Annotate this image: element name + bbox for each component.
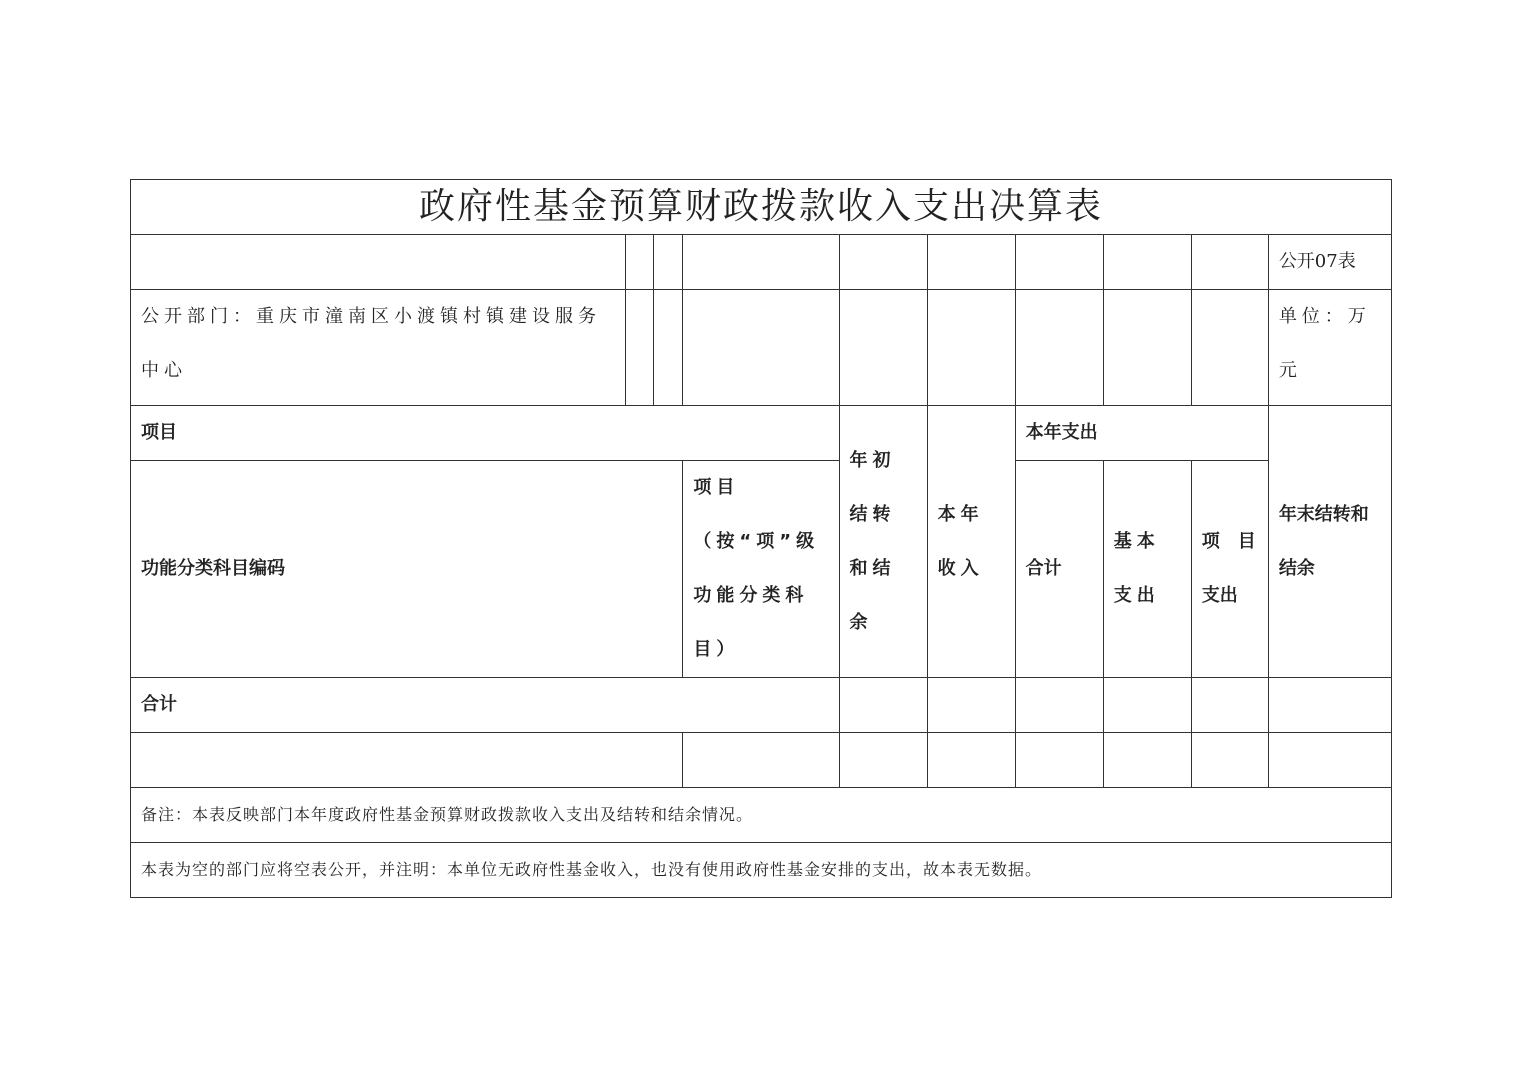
blank-cell [683, 235, 839, 290]
header-closing-balance: 年末结转和结余 [1268, 406, 1391, 678]
blank-cell [1015, 290, 1103, 406]
blank-cell [839, 235, 927, 290]
header-expense-group: 本年支出 [1015, 406, 1268, 461]
blank-cell [1015, 235, 1103, 290]
blank-cell [1191, 235, 1268, 290]
header-opening-balance: 年初结转和结余 [839, 406, 927, 678]
blank-cell [654, 290, 683, 406]
total-cell [1103, 678, 1191, 733]
total-cell [927, 678, 1015, 733]
note-empty-table: 本表为空的部门应将空表公开，并注明：本单位无政府性基金收入，也没有使用政府性基金安排的支出，故本表无数据。 [131, 843, 1392, 898]
data-cell [683, 733, 839, 788]
header-item: 项目 [131, 406, 840, 461]
blank-cell [1191, 290, 1268, 406]
blank-cell [626, 235, 654, 290]
total-row-label: 合计 [131, 678, 840, 733]
data-cell [1268, 733, 1391, 788]
data-cell [1103, 733, 1191, 788]
note-remark: 备注：本表反映部门本年度政府性基金预算财政拨款收入支出及结转和结余情况。 [131, 788, 1392, 843]
header-func-code: 功能分类科目编码 [131, 461, 683, 678]
page-title: 政府性基金预算财政拨款收入支出决算表 [131, 180, 1392, 235]
blank-cell [683, 290, 839, 406]
header-item-by-class: 项目（按“项”级功能分类科目） [683, 461, 839, 678]
form-number: 公开07表 [1268, 235, 1391, 290]
header-income: 本年收入 [927, 406, 1015, 678]
blank-cell [1103, 290, 1191, 406]
total-cell [1191, 678, 1268, 733]
data-cell [1191, 733, 1268, 788]
government-fund-budget-table [130, 179, 1392, 898]
header-basic-expense: 基本支出 [1103, 461, 1191, 678]
data-cell [1015, 733, 1103, 788]
blank-cell [626, 290, 654, 406]
data-cell [839, 733, 927, 788]
header-expense-total: 合计 [1015, 461, 1103, 678]
total-cell [1268, 678, 1391, 733]
blank-cell [839, 290, 927, 406]
total-cell [1015, 678, 1103, 733]
unit-label: 单位：万元 [1268, 290, 1391, 406]
department-label: 公开部门：重庆市潼南区小渡镇村镇建设服务中心 [131, 290, 626, 406]
data-cell [131, 733, 683, 788]
blank-cell [927, 235, 1015, 290]
blank-cell [654, 235, 683, 290]
data-cell [927, 733, 1015, 788]
header-project-expense: 项 目支出 [1191, 461, 1268, 678]
blank-cell [131, 235, 626, 290]
total-cell [839, 678, 927, 733]
blank-cell [927, 290, 1015, 406]
blank-cell [1103, 235, 1191, 290]
